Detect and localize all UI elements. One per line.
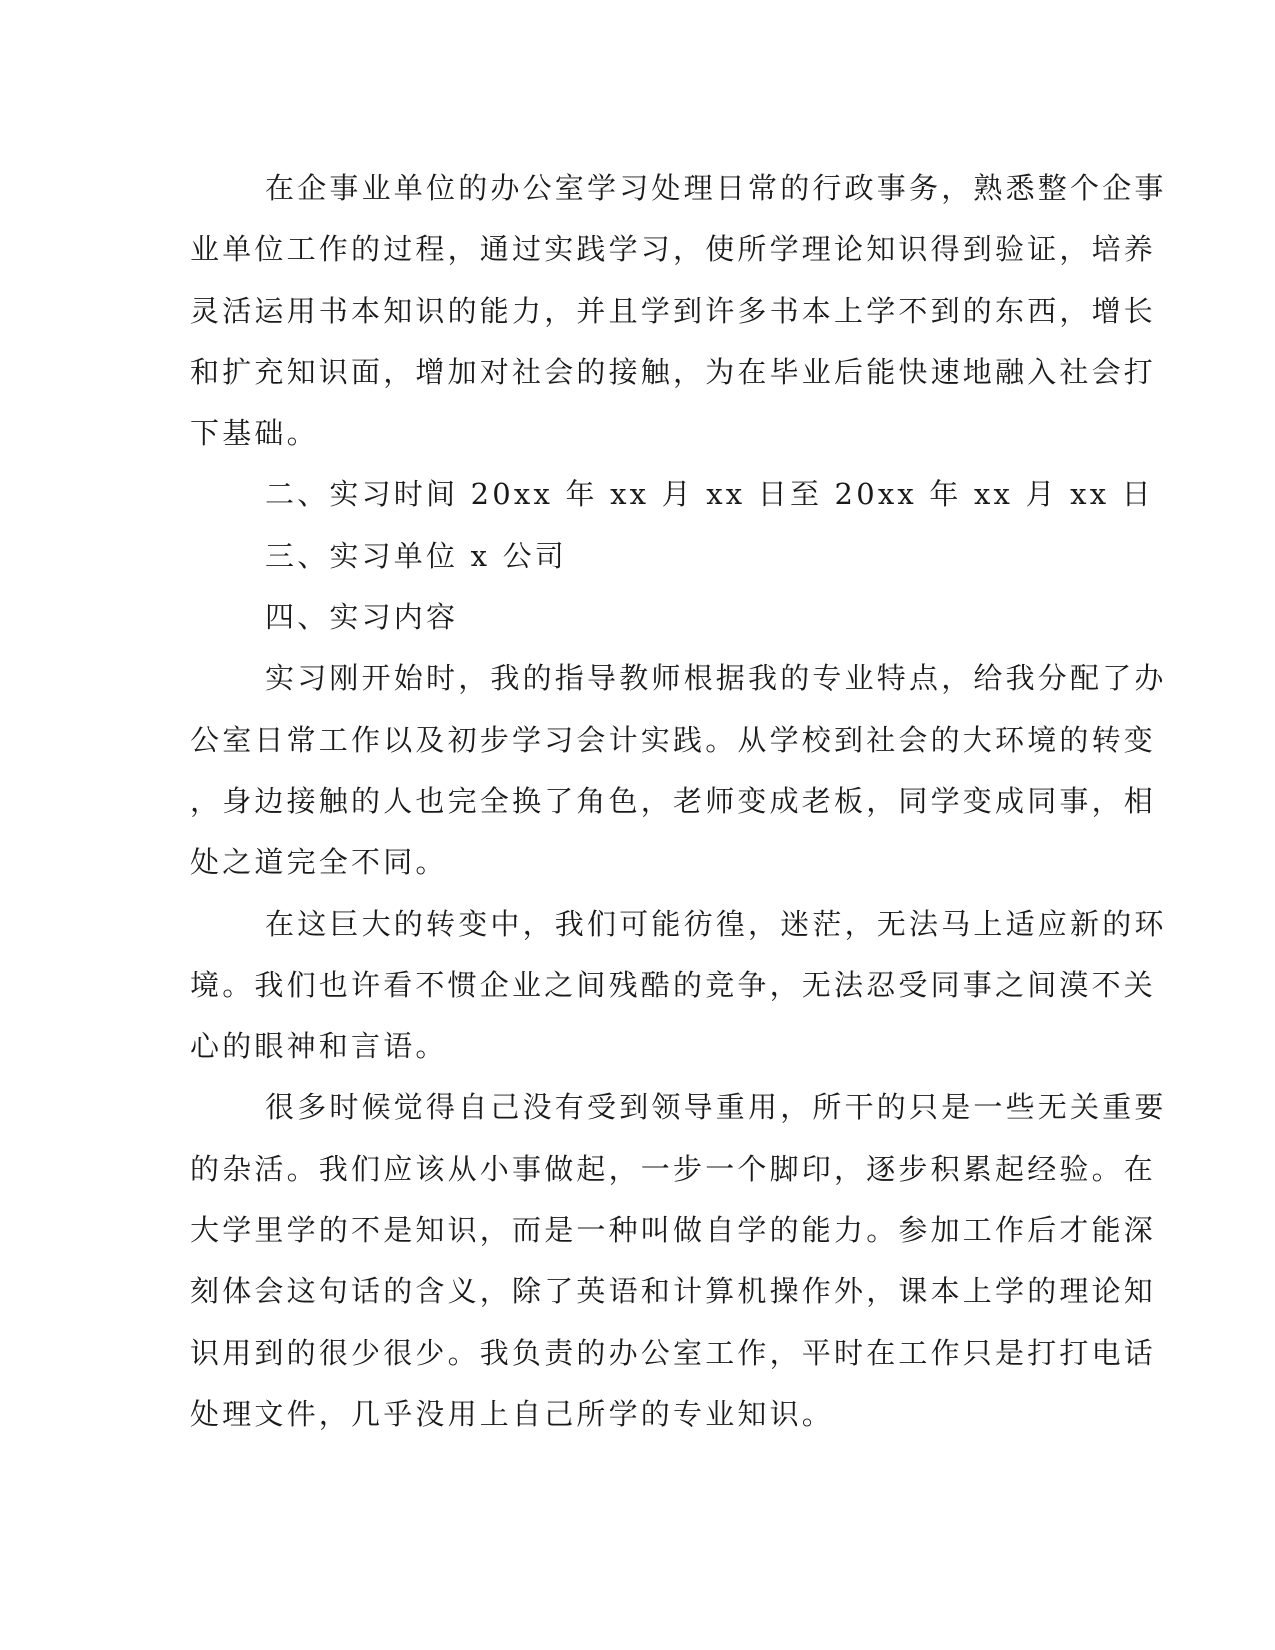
- text-line: 心的眼神和言语。: [190, 1029, 448, 1064]
- text-line: 实习刚开始时，我的指导教师根据我的专业特点，给我分配了办: [265, 661, 1167, 696]
- text-line: 下基础。: [190, 416, 319, 451]
- text-line: 三、实习单位 x 公司: [265, 538, 567, 573]
- text-line: 二、实习时间 20xx 年 xx 月 xx 日至 20xx 年 xx 月 xx 日: [265, 477, 1154, 512]
- text-line: 公室日常工作以及初步学习会计实践。从学校到社会的大环境的转变: [190, 722, 1157, 757]
- text-line: 业单位工作的过程，通过实践学习，使所学理论知识得到验证，培养: [190, 232, 1157, 267]
- text-line: 境。我们也许看不惯企业之间残酷的竞争，无法忍受同事之间漠不关: [190, 967, 1157, 1002]
- text-line: 灵活运用书本知识的能力，并且学到许多书本上学不到的东西，增长: [190, 293, 1157, 328]
- text-line: 处理文件，几乎没用上自己所学的专业知识。: [190, 1396, 835, 1431]
- text-line: 在这巨大的转变中，我们可能彷徨，迷茫，无法马上适应新的环: [265, 906, 1167, 941]
- text-line: 很多时候觉得自己没有受到领导重用，所干的只是一些无关重要: [265, 1090, 1167, 1125]
- document-body: [190, 158, 1167, 1445]
- text-line: 四、实习内容: [265, 600, 459, 635]
- text-line: ，身边接触的人也完全换了角色，老师变成老板，同学变成同事，相: [190, 783, 1157, 818]
- text-line: 处之道完全不同。: [190, 845, 448, 880]
- text-line: 刻体会这句话的含义，除了英语和计算机操作外，课本上学的理论知: [190, 1274, 1157, 1309]
- text-line: 的杂活。我们应该从小事做起，一步一个脚印，逐步积累起经验。在: [190, 1151, 1157, 1186]
- text-line: 在企事业单位的办公室学习处理日常的行政事务，熟悉整个企事: [265, 171, 1167, 205]
- text-line: 识用到的很少很少。我负责的办公室工作，平时在工作只是打打电话: [190, 1335, 1157, 1370]
- text-line: 大学里学的不是知识，而是一种叫做自学的能力。参加工作后才能深: [190, 1213, 1157, 1248]
- text-line: 和扩充知识面，增加对社会的接触，为在毕业后能快速地融入社会打: [190, 354, 1157, 389]
